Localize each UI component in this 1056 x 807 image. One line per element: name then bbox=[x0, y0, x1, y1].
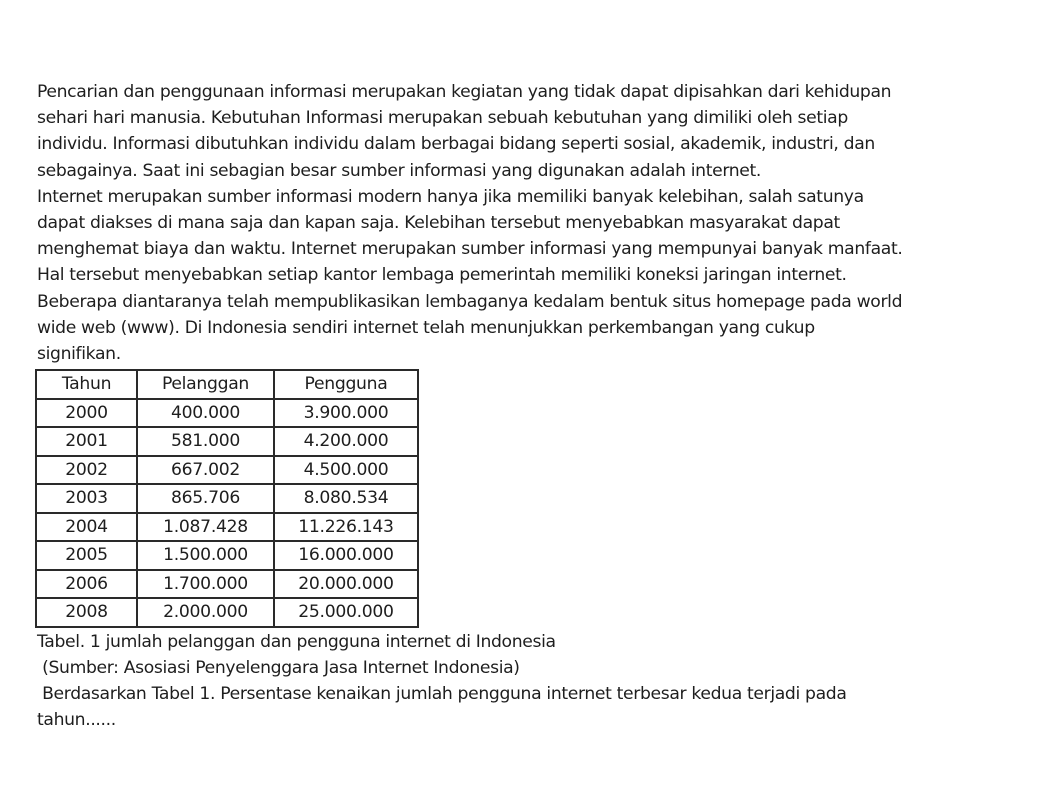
text-line: sehari hari manusia. Kebutuhan Informasi merupakan sebuah kebutuhan yang dimiliki oleh setiap bbox=[37, 108, 848, 129]
cell-pelanggan: 2.000.000 bbox=[137, 598, 274, 627]
text-line: Beberapa diantaranya telah mempublikasikan lembaganya kedalam bentuk situs homepage pada world bbox=[37, 291, 903, 312]
table-row bbox=[36, 399, 418, 428]
question-line: Berdasarkan Tabel 1. Persentase kenaikan jumlah pengguna internet terbesar kedua terjadi pada bbox=[37, 684, 847, 705]
text-line: dapat diakses di mana saja dan kapan saja. Kelebihan tersebut menyebabkan masyarakat dapat bbox=[37, 213, 840, 234]
table-row bbox=[36, 456, 418, 485]
table-row bbox=[36, 598, 418, 627]
table-header-row bbox=[36, 370, 418, 399]
table-row bbox=[36, 484, 418, 513]
cell-pelanggan: 1.500.000 bbox=[137, 541, 274, 570]
cell-tahun: 2006 bbox=[36, 570, 137, 599]
cell-pengguna: 16.000.000 bbox=[274, 541, 418, 570]
cell-tahun: 2004 bbox=[36, 513, 137, 542]
cell-pelanggan: 865.706 bbox=[137, 484, 274, 513]
text-line: Hal tersebut menyebabkan setiap kantor lembaga pemerintah memiliki koneksi jaringan internet. bbox=[37, 265, 847, 286]
cell-tahun: 2005 bbox=[36, 541, 137, 570]
cell-pelanggan: 581.000 bbox=[137, 427, 274, 456]
cell-pengguna: 11.226.143 bbox=[274, 513, 418, 542]
table-notes bbox=[37, 629, 1052, 734]
text-line: individu. Informasi dibutuhkan individu dalam berbagai bidang seperti sosial, akademik, industri, dan bbox=[37, 134, 875, 155]
table-row bbox=[36, 513, 418, 542]
cell-tahun: 2001 bbox=[36, 427, 137, 456]
text-line: sebagainya. Saat ini sebagian besar sumber informasi yang digunakan adalah internet. bbox=[37, 160, 761, 181]
cell-pelanggan: 1.087.428 bbox=[137, 513, 274, 542]
intro-paragraph bbox=[37, 79, 1052, 367]
question-line: tahun...... bbox=[37, 710, 116, 731]
table-row bbox=[36, 427, 418, 456]
table-row bbox=[36, 570, 418, 599]
cell-tahun: 2000 bbox=[36, 399, 137, 428]
cell-pengguna: 4.200.000 bbox=[274, 427, 418, 456]
table-source: (Sumber: Asosiasi Penyelenggara Jasa Internet Indonesia) bbox=[37, 657, 520, 678]
cell-pengguna: 8.080.534 bbox=[274, 484, 418, 513]
cell-pelanggan: 400.000 bbox=[137, 399, 274, 428]
text-line: Internet merupakan sumber informasi modern hanya jika memiliki banyak kelebihan, salah satunya bbox=[37, 186, 864, 207]
cell-pengguna: 25.000.000 bbox=[274, 598, 418, 627]
cell-pelanggan: 667.002 bbox=[137, 456, 274, 485]
cell-pelanggan: 1.700.000 bbox=[137, 570, 274, 599]
header-pengguna: Pengguna bbox=[274, 370, 418, 399]
cell-tahun: 2003 bbox=[36, 484, 137, 513]
header-pelanggan: Pelanggan bbox=[137, 370, 274, 399]
text-line: Pencarian dan penggunaan informasi merupakan kegiatan yang tidak dapat dipisahkan dari kehidupan bbox=[37, 82, 892, 102]
header-tahun: Tahun bbox=[36, 370, 137, 399]
cell-tahun: 2008 bbox=[36, 598, 137, 627]
document-body bbox=[37, 79, 1052, 734]
text-line: menghemat biaya dan waktu. Internet merupakan sumber informasi yang mempunyai banyak manfaat. bbox=[37, 239, 903, 260]
cell-pengguna: 20.000.000 bbox=[274, 570, 418, 599]
table-caption: Tabel. 1 jumlah pelanggan dan pengguna internet di Indonesia bbox=[37, 631, 556, 652]
text-line: wide web (www). Di Indonesia sendiri internet telah menunjukkan perkembangan yang cukup bbox=[37, 317, 815, 338]
cell-pengguna: 4.500.000 bbox=[274, 456, 418, 485]
text-line: signifikan. bbox=[37, 344, 121, 365]
table-row bbox=[36, 541, 418, 570]
internet-users-table bbox=[35, 369, 419, 628]
cell-tahun: 2002 bbox=[36, 456, 137, 485]
cell-pengguna: 3.900.000 bbox=[274, 399, 418, 428]
